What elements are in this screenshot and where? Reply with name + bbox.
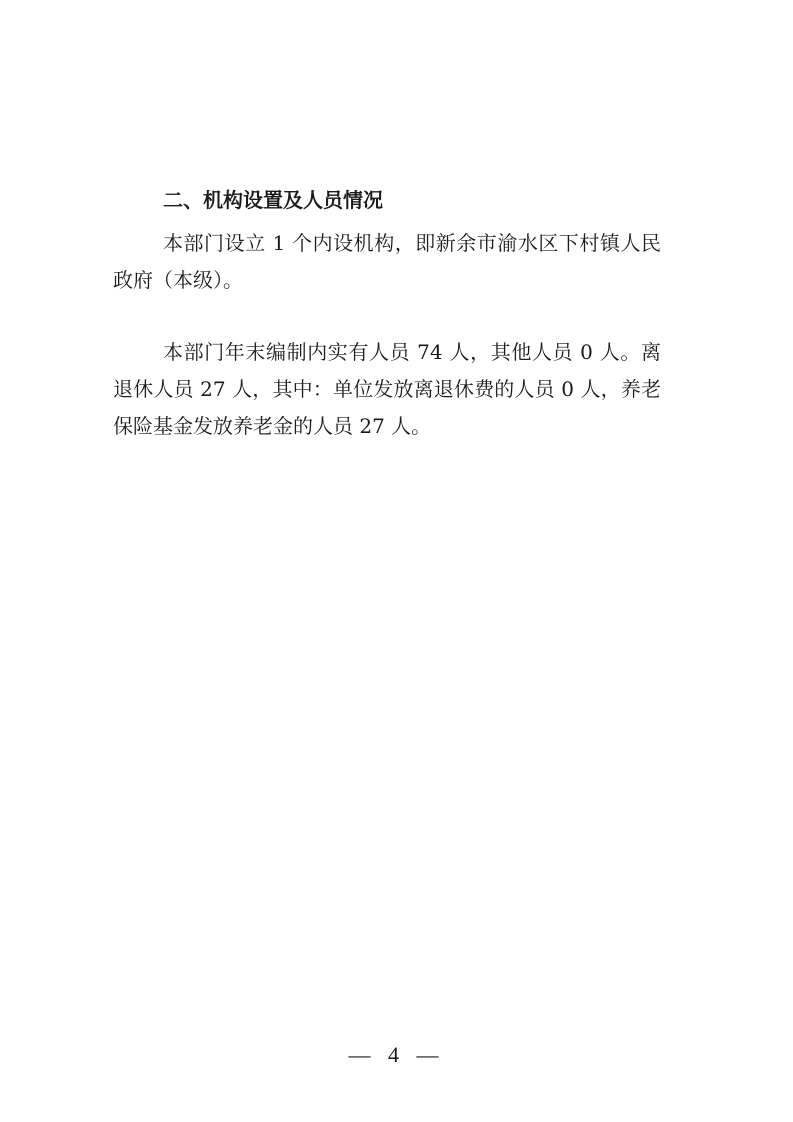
section-heading: 二、机构设置及人员情况 [163,188,383,212]
paragraph-staffing: 本部门年末编制内实有人员 74 人，其他人员 0 人。离退休人员 27 人，其中：单位发放离退休费的人员 0 人，养老保险基金发放养老金的人员 27 人。 [113,340,661,438]
paragraph-institution-setup: 本部门设立 1 个内设机构，即新余市渝水区下村镇人民政府（本级）。 [113,231,661,292]
page-number: — 4 — [348,1042,445,1067]
